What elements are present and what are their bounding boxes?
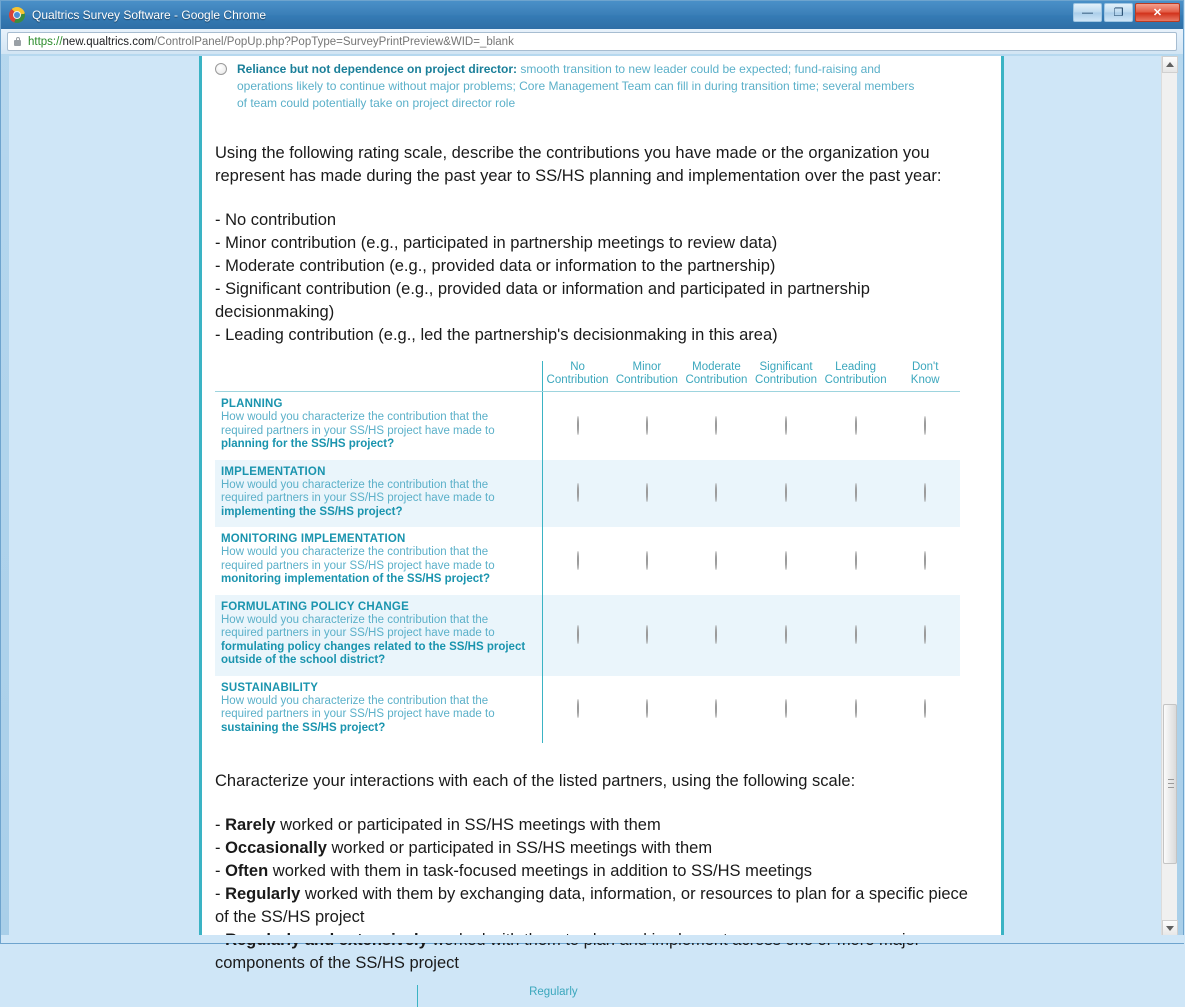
scale-dash: -: [215, 839, 226, 857]
matrix-cell[interactable]: [890, 527, 960, 595]
scale-dash: -: [215, 885, 226, 903]
radio-icon[interactable]: [924, 416, 926, 435]
radio-icon[interactable]: [646, 483, 648, 502]
matrix-cell[interactable]: [890, 676, 960, 744]
col-line2: Contribution: [824, 374, 887, 386]
window-title: Qualtrics Survey Software - Google Chrome: [32, 8, 267, 22]
radio-icon[interactable]: [855, 625, 857, 644]
partner-interaction-table: [215, 985, 960, 1007]
row-body-pre: How would you characterize the contribution that the required partners in your SS/HS project have made to: [221, 546, 495, 572]
question1-scale-list: [215, 209, 975, 347]
radio-icon[interactable]: [924, 483, 926, 502]
chrome-logo-icon: [9, 7, 25, 23]
row-body: [221, 546, 532, 587]
matrix-cell[interactable]: [612, 595, 682, 676]
matrix-cell[interactable]: [543, 460, 613, 528]
matrix-column-minor-contribution: [612, 361, 682, 392]
close-button[interactable]: ✕: [1135, 3, 1180, 22]
col-line1: Leading: [835, 361, 877, 373]
col-line2: Contribution: [685, 374, 748, 386]
table-row: [215, 527, 960, 595]
row-body-pre: How would you characterize the contribution that the required partners in your SS/HS project have made to: [221, 613, 495, 639]
radio-icon[interactable]: [855, 416, 857, 435]
scale-line: - Leading contribution (e.g., led the partnership's decisionmaking in this area): [215, 326, 778, 344]
minimize-button[interactable]: —: [1073, 3, 1102, 22]
radio-icon[interactable]: [577, 699, 579, 718]
radio-icon[interactable]: [646, 416, 648, 435]
radio-icon[interactable]: [715, 483, 717, 502]
matrix-cell[interactable]: [821, 460, 891, 528]
matrix-cell[interactable]: [612, 392, 682, 460]
address-bar-row: [1, 29, 1183, 54]
col-line2: Contribution: [755, 374, 818, 386]
scale-line: - No contribution: [215, 211, 337, 229]
table-row: [215, 392, 960, 460]
row-body: [221, 479, 532, 520]
partner-table-column-regularly: Regularly: [529, 986, 578, 998]
radio-icon[interactable]: [577, 625, 579, 644]
partial-option-text: [237, 61, 927, 112]
scale-line: - Minor contribution (e.g., participated in partnership meetings to review data): [215, 234, 778, 252]
scale-rest: components of the SS/HS project: [215, 954, 459, 972]
matrix-cell[interactable]: [821, 676, 891, 744]
matrix-row-label-implementation: [215, 460, 543, 528]
col-line1: Don't: [911, 361, 939, 373]
radio-icon[interactable]: [215, 63, 227, 75]
matrix-row-label-planning: [215, 392, 543, 460]
scale-bold: Occasionally: [225, 839, 327, 857]
matrix-cell[interactable]: [821, 527, 891, 595]
radio-icon[interactable]: [855, 699, 857, 718]
scale-rest: worked or participated in SS/HS meetings with them: [326, 839, 713, 857]
matrix-cell[interactable]: [682, 527, 752, 595]
radio-icon[interactable]: [715, 699, 717, 718]
chevron-up-icon: [1166, 62, 1174, 67]
scale-line: [215, 883, 975, 929]
question2-intro: Characterize your interactions with each of the listed partners, using the following scale:: [215, 772, 856, 790]
radio-icon[interactable]: [855, 483, 857, 502]
radio-icon[interactable]: [785, 416, 787, 435]
radio-icon[interactable]: [715, 625, 717, 644]
row-title: FORMULATING POLICY CHANGE: [221, 600, 409, 613]
matrix-column-moderate-contribution: [682, 361, 752, 392]
table-row: [215, 460, 960, 528]
scale-dash: -: [215, 862, 226, 880]
radio-icon[interactable]: [577, 416, 579, 435]
scrollbar-thumb[interactable]: [1163, 704, 1177, 864]
row-title: SUSTAINABILITY: [221, 681, 319, 694]
scale-rest: worked with them by exchanging data, information, or resources to plan for a specific piece of the SS/HS project: [215, 885, 968, 926]
matrix-row-label-monitoring-implementation: [215, 527, 543, 595]
matrix-cell[interactable]: [682, 460, 752, 528]
col-line1: Moderate: [692, 361, 741, 373]
matrix-cell[interactable]: [543, 392, 613, 460]
row-body-bold: formulating policy changes related to the SS/HS project outside of the school district?: [221, 640, 526, 666]
matrix-cell[interactable]: [612, 676, 682, 744]
url-path: /ControlPanel/PopUp.php?PopType=SurveyPrintPreview&WID=_blank: [153, 35, 514, 48]
matrix-column-leading-contribution: [821, 361, 891, 392]
scale-bold: Rarely: [225, 816, 276, 834]
table-row: [215, 676, 960, 744]
row-body-bold: sustaining the SS/HS project?: [221, 721, 386, 734]
scale-rest: worked or participated in SS/HS meetings with them: [275, 816, 661, 834]
col-line1: Significant: [759, 361, 813, 373]
page-scrollbar[interactable]: [1161, 56, 1177, 937]
radio-icon[interactable]: [715, 551, 717, 570]
radio-icon[interactable]: [646, 625, 648, 644]
matrix-header-row: [215, 361, 960, 392]
matrix-cell[interactable]: [682, 676, 752, 744]
chevron-down-icon: [1166, 926, 1174, 931]
radio-icon[interactable]: [646, 699, 648, 718]
matrix-cell[interactable]: [751, 676, 821, 744]
matrix-cell[interactable]: [751, 460, 821, 528]
matrix-row-label-sustainability: [215, 676, 543, 744]
radio-icon[interactable]: [577, 483, 579, 502]
radio-icon[interactable]: [577, 551, 579, 570]
row-body: [221, 411, 532, 452]
col-line2: Contribution: [615, 374, 678, 386]
partner-table-corner-cell: [215, 985, 418, 1007]
matrix-corner-cell: [215, 361, 543, 392]
row-title: IMPLEMENTATION: [221, 465, 326, 478]
partial-option-lead: Reliance but not dependence on project director:: [237, 62, 518, 76]
contribution-matrix-table: [215, 361, 960, 743]
matrix-row-label-formulating-policy-change: [215, 595, 543, 676]
scale-line: - Significant contribution (e.g., provided data or information and participated in partnership decisionmaking): [215, 280, 870, 321]
page-viewport: [9, 56, 1177, 998]
scale-bold: Regularly: [225, 885, 301, 903]
row-body: [221, 614, 532, 668]
radio-icon[interactable]: [785, 483, 787, 502]
scale-line: [215, 837, 975, 860]
matrix-cell[interactable]: [682, 392, 752, 460]
partial-radio-option[interactable]: [215, 56, 975, 112]
scrollbar-grip-icon: [1168, 779, 1174, 788]
row-body-pre: How would you characterize the contribution that the required partners in your SS/HS project have made to: [221, 478, 495, 504]
question2-scale-list: [215, 814, 975, 975]
scale-line: [215, 814, 975, 837]
partner-table-column-placeholder: [689, 985, 960, 1007]
row-body-pre: How would you characterize the contribution that the required partners in your SS/HS project have made to: [221, 694, 495, 720]
row-body-pre: How would you characterize the contribution that the required partners in your SS/HS project have made to: [221, 411, 495, 437]
maximize-button[interactable]: ❐: [1104, 3, 1133, 22]
row-body-bold: planning for the SS/HS project?: [221, 438, 395, 450]
url-scheme: https://: [28, 35, 63, 48]
matrix-column-significant-contribution: [751, 361, 821, 392]
matrix-cell[interactable]: [821, 595, 891, 676]
scale-rest: worked with them in task-focused meetings in addition to SS/HS meetings: [268, 862, 813, 880]
title-bar: [1, 1, 1183, 29]
matrix-cell[interactable]: [612, 527, 682, 595]
radio-icon[interactable]: [785, 625, 787, 644]
matrix-cell[interactable]: [751, 392, 821, 460]
matrix-column-no-contribution: [543, 361, 613, 392]
scale-line: - Moderate contribution (e.g., provided data or information to the partnership): [215, 257, 776, 275]
window-controls: [1073, 3, 1180, 22]
table-row: [215, 985, 960, 1007]
radio-icon[interactable]: [715, 416, 717, 435]
row-body: [221, 695, 532, 736]
survey-content: [215, 56, 975, 1007]
matrix-cell[interactable]: [890, 595, 960, 676]
col-line1: Minor: [632, 361, 662, 373]
matrix-cell[interactable]: [543, 527, 613, 595]
matrix-cell[interactable]: [890, 460, 960, 528]
matrix-cell[interactable]: [821, 392, 891, 460]
radio-icon[interactable]: [924, 551, 926, 570]
row-title: PLANNING: [221, 398, 283, 410]
matrix-cell[interactable]: [751, 527, 821, 595]
address-bar[interactable]: [7, 32, 1177, 51]
radio-icon[interactable]: [855, 551, 857, 570]
matrix-cell[interactable]: [682, 595, 752, 676]
radio-icon[interactable]: [924, 625, 926, 644]
matrix-cell[interactable]: [890, 392, 960, 460]
scroll-up-button[interactable]: [1162, 56, 1178, 73]
col-line2: Know: [910, 374, 940, 386]
radio-icon[interactable]: [785, 551, 787, 570]
scale-bold: Often: [225, 862, 269, 880]
row-title: MONITORING IMPLEMENTATION: [221, 533, 406, 545]
matrix-cell[interactable]: [751, 595, 821, 676]
matrix-column-dont-know: [890, 361, 960, 392]
scale-dash: -: [215, 816, 226, 834]
row-body-bold: implementing the SS/HS project?: [221, 505, 403, 518]
window-bottom-edge: [1, 935, 1185, 943]
matrix-cell[interactable]: [543, 595, 613, 676]
matrix-cell[interactable]: [543, 676, 613, 744]
col-line2: Contribution: [546, 374, 609, 386]
lock-icon: [13, 36, 22, 47]
partial-option-rest: smooth transition to new leader could be expected; fund-raising and operations likely to continue without major problems; Core Management Team can fill in during transition time; several members of team could potentially take on project director role: [237, 62, 915, 110]
question1-intro: Using the following rating scale, describe the contributions you have made or the organization you represent has made during the past year to SS/HS planning and implementation over the past year:: [215, 144, 942, 185]
col-line1: No: [570, 361, 585, 373]
row-body-bold: monitoring implementation of the SS/HS project?: [221, 573, 490, 585]
radio-icon[interactable]: [646, 551, 648, 570]
matrix-cell[interactable]: [612, 460, 682, 528]
url-host: new.qualtrics.com: [62, 35, 154, 48]
scale-line: [215, 860, 975, 883]
table-row: [215, 595, 960, 676]
radio-icon[interactable]: [785, 699, 787, 718]
radio-icon[interactable]: [924, 699, 926, 718]
